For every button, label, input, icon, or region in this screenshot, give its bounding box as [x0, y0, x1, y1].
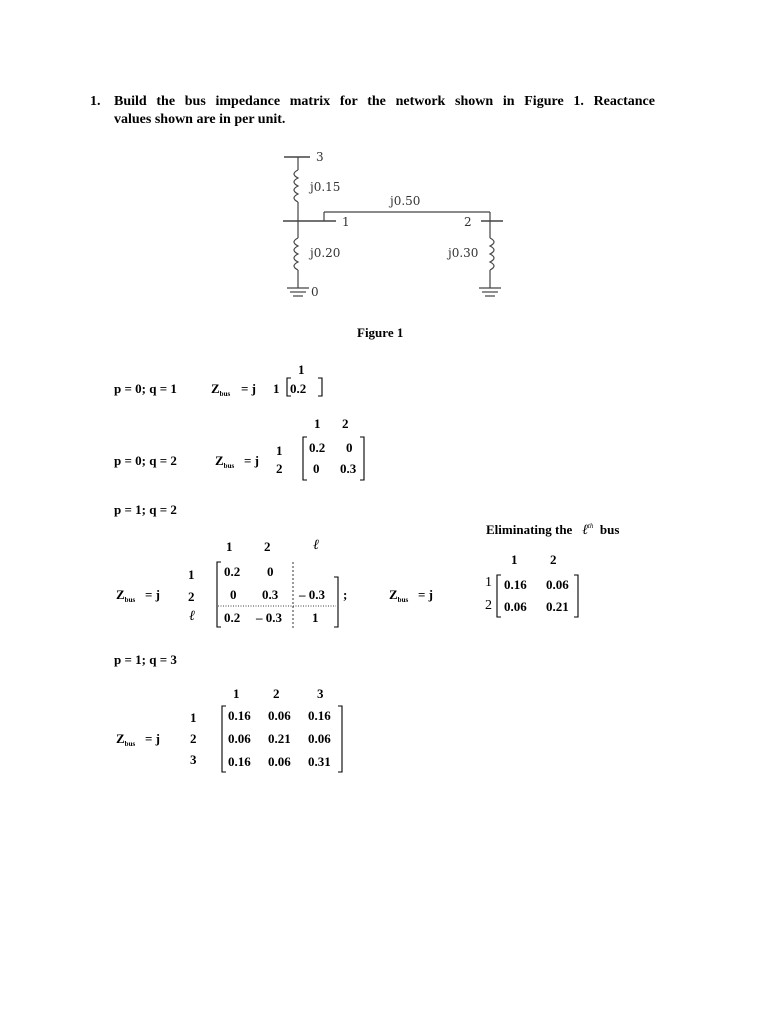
step1-eq: = j [241, 381, 256, 396]
step2-cell-r1c2: 0 [346, 440, 353, 455]
step3-cell-r1c2: 0 [267, 564, 274, 579]
step2-cell-r2c2: 0.3 [340, 461, 357, 476]
reduced-cell-r1c2: 0.06 [546, 577, 569, 592]
problem-text-line1: Build the bus impedance matrix for the network shown in Figure 1. Reactance [114, 94, 655, 109]
step3-col-header-ell: ℓ [313, 538, 319, 553]
step4-cell-r2c3: 0.06 [308, 731, 331, 746]
step4-condition: p = 1; q = 3 [114, 652, 177, 667]
reduced-row-header-2: 2 [485, 598, 492, 613]
step4-row-header-3: 3 [190, 752, 197, 767]
step4-cell-r2c2: 0.21 [268, 731, 291, 746]
step3-condition: p = 1; q = 2 [114, 502, 177, 517]
reduced-row-header-1: 1 [485, 575, 492, 590]
eliminating-text: Eliminating the ℓ$^{th}$ bus [486, 522, 620, 538]
step3-cell-r1c1: 0.2 [224, 564, 241, 579]
step3-cell-r3c2: – 0.3 [256, 610, 282, 625]
step2-row-header-2: 2 [276, 461, 283, 476]
step2-eq: = j [244, 453, 259, 468]
step4-cell-r1c2: 0.06 [268, 708, 291, 723]
step3-row-header-2: 2 [188, 589, 195, 604]
step1-row-header: 1 [273, 381, 280, 396]
step2-cell-r1c1: 0.2 [309, 440, 326, 455]
step2-col-header-1: 1 [314, 416, 321, 431]
bus-3-label: 3 [316, 150, 324, 164]
step3-cell-r2c3: – 0.3 [299, 587, 325, 602]
step4-cell-r3c3: 0.31 [308, 754, 331, 769]
ground-label: 0 [311, 285, 319, 299]
step3-cell-r2c2: 0.3 [262, 587, 279, 602]
step4-col-header-3: 3 [317, 686, 324, 701]
reactance-label-j030: j0.30 [448, 246, 479, 260]
step2-col-header-2: 2 [342, 416, 349, 431]
step3-row-header-ell: ℓ [189, 609, 195, 624]
step3-cell-r3c3: 1 [312, 610, 319, 625]
step4-cell-r1c3: 0.16 [308, 708, 331, 723]
step4-eq: = j [145, 731, 160, 746]
reduced-col-header-2: 2 [550, 552, 557, 567]
step4-cell-r3c1: 0.16 [228, 754, 251, 769]
step2-lhs: $Z_{bus}$ [215, 453, 235, 470]
step3-lhs: $Z_{bus}$ [116, 587, 136, 604]
problem-text-line2: values shown are in per unit. [114, 112, 286, 127]
reduced-col-header-1: 1 [511, 552, 518, 567]
step3-cell-r2c1: 0 [230, 587, 237, 602]
reduced-cell-r2c2: 0.21 [546, 599, 569, 614]
bus-1-label: 1 [342, 215, 350, 229]
step4-row-header-2: 2 [190, 731, 197, 746]
step1-condition: p = 0; q = 1 [114, 381, 177, 396]
step2-condition: p = 0; q = 2 [114, 453, 177, 468]
figure-caption: Figure 1 [357, 325, 404, 340]
step1-lhs: $Z_{bus}$ [211, 381, 231, 398]
reduced-cell-r2c1: 0.06 [504, 599, 527, 614]
step1-col-header: 1 [298, 362, 305, 377]
step3-eq: = j [145, 587, 160, 602]
step3-col-header-1: 1 [226, 539, 233, 554]
step4-cell-r3c2: 0.06 [268, 754, 291, 769]
step3-row-header-1: 1 [188, 567, 195, 582]
step4-lhs: $Z_{bus}$ [116, 731, 136, 748]
step3-col-header-2: 2 [264, 539, 271, 554]
reduced-cell-r1c1: 0.16 [504, 577, 527, 592]
reactance-label-j050: j0.50 [390, 194, 421, 208]
step1-matrix-cell: 0.2 [290, 381, 307, 396]
reactance-label-j020: j0.20 [310, 246, 341, 260]
step4-col-header-2: 2 [273, 686, 280, 701]
step2-cell-r2c1: 0 [313, 461, 320, 476]
bus-2-label: 2 [464, 215, 472, 229]
reduced-lhs: $Z_{bus}$ [389, 587, 409, 604]
problem-number: 1. [90, 94, 101, 109]
step4-row-header-1: 1 [190, 710, 197, 725]
step2-row-header-1: 1 [276, 443, 283, 458]
step4-cell-r1c1: 0.16 [228, 708, 251, 723]
step4-col-header-1: 1 [233, 686, 240, 701]
step4-cell-r2c1: 0.06 [228, 731, 251, 746]
step3-separator: ; [343, 587, 348, 602]
step3-cell-r3c1: 0.2 [224, 610, 241, 625]
reduced-eq: = j [418, 587, 433, 602]
reactance-label-j015: j0.15 [310, 180, 341, 194]
